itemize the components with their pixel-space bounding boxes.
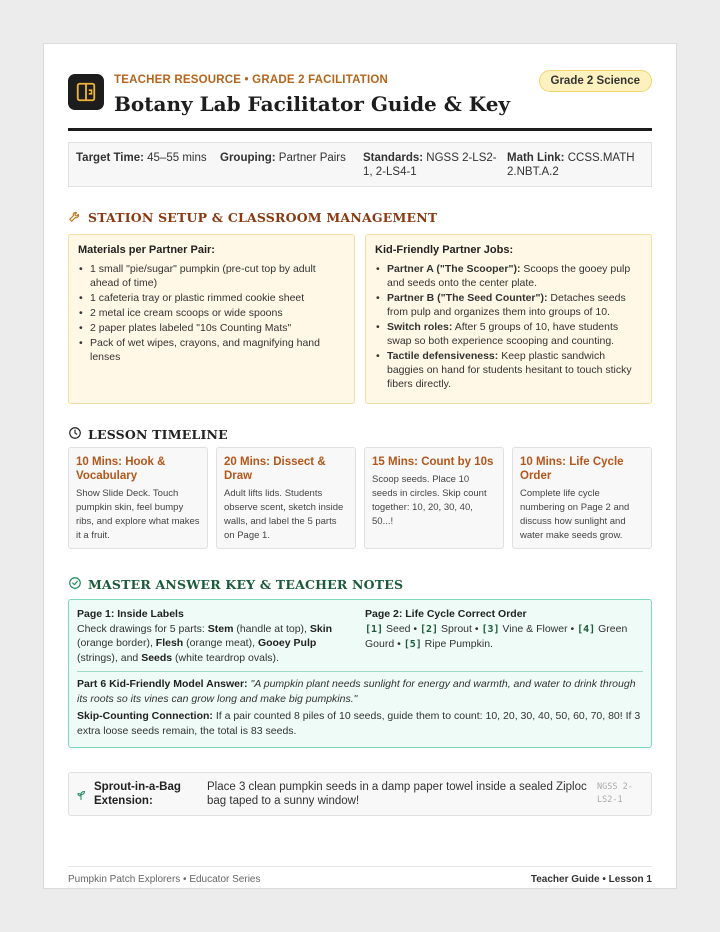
- list-item: • 1 cafeteria tray or plastic rimmed cookie sheet: [78, 291, 345, 305]
- book-icon: [68, 74, 104, 110]
- model-answer: Part 6 Kid-Friendly Model Answer: "A pumpkin plant needs sunlight for energy and warmth, and water to drink through its roots so its vines can grow long and make big pumpkins.": [77, 678, 636, 705]
- timeline-step: 15 Mins: Count by 10s Scoop seeds. Place 10 seeds in circles. Skip count together: 10, 20, 30, 40, 50...!: [364, 447, 504, 549]
- header-rule: [68, 128, 652, 131]
- list-item: • Pack of wet wipes, crayons, and magnifying hand lenses: [78, 336, 345, 364]
- setup-heading: STATION SETUP & CLASSROOM MANAGEMENT: [68, 209, 437, 226]
- eyebrow-label: TEACHER RESOURCE • GRADE 2 FACILITATION: [114, 74, 388, 86]
- timeline-step: 10 Mins: Life Cycle Order Complete life cycle numbering on Page 2 and discuss how sunlight and water make seeds grow.: [512, 447, 652, 549]
- page-title: Botany Lab Facilitator Guide & Key: [114, 92, 511, 116]
- jobs-list: [375, 262, 642, 391]
- lesson-meta: [68, 142, 652, 187]
- check-circle-icon: [68, 576, 82, 593]
- jobs-title: Kid-Friendly Partner Jobs:: [375, 244, 514, 256]
- meta-target-time: Target Time: 45–55 mins: [76, 152, 207, 164]
- timeline-step: 10 Mins: Hook & Vocabulary Show Slide Deck. Touch pumpkin skin, feel bumpy ribs, and explore what makes it a fruit.: [68, 447, 208, 549]
- meta-math-link: Math Link: CCSS.MATH 2.NBT.A.2: [507, 152, 635, 178]
- clock-icon: [68, 426, 82, 443]
- extension-box: [68, 772, 652, 816]
- list-item: • Partner B ("The Seed Counter"): Detaches seeds from pulp and organizes them into groups of 10.: [375, 291, 642, 319]
- meta-grouping: Grouping: Partner Pairs: [220, 152, 346, 164]
- grade-badge: Grade 2 Science: [539, 70, 653, 92]
- list-item: • 1 small "pie/sugar" pumpkin (pre-cut top by adult ahead of time): [78, 262, 345, 290]
- wrench-icon: [68, 209, 82, 226]
- answer-key-heading: MASTER ANSWER KEY & TEACHER NOTES: [68, 576, 403, 593]
- page2-answers: Page 2: Life Cycle Correct Order [1] Seed • [2] Sprout • [3] Vine & Flower • [4] Green Gourd • [5] Ripe Pumpkin.: [365, 608, 628, 650]
- materials-title: Materials per Partner Pair:: [78, 244, 215, 256]
- meta-standards: Standards: NGSS 2-LS2-1, 2-LS4-1: [363, 152, 497, 178]
- extension-title: Sprout-in-a-Bag Extension:: [94, 781, 181, 807]
- page-footer: [68, 866, 652, 885]
- materials-card: [68, 234, 355, 404]
- list-item: • Tactile defensiveness: Keep plastic sandwich baggies on hand for students hesitant to touch sticky fibers directly.: [375, 349, 642, 391]
- list-item: • Partner A ("The Scooper"): Scoops the gooey pulp and seeds onto the center plate.: [375, 262, 642, 290]
- materials-list: [78, 262, 345, 364]
- extension-standard-code: NGSS 2-LS2-1: [597, 782, 633, 805]
- footer-lesson: Teacher Guide • Lesson 1: [530, 874, 652, 885]
- sprout-icon: [75, 788, 87, 806]
- list-item: • 2 metal ice cream scoops or wide spoons: [78, 306, 345, 320]
- extension-text: Place 3 clean pumpkin seeds in a damp paper towel inside a sealed Ziploc bag taped to a sunny window!: [207, 781, 587, 807]
- key-divider: [77, 671, 643, 672]
- skip-counting-note: Skip-Counting Connection: If a pair counted 8 piles of 10 seeds, guide them to count: 10, 20, 30, 40, 50, 60, 70, 80! If 3 extra loose seeds remain, the total is 83 seeds.: [77, 710, 641, 737]
- timeline-step: 20 Mins: Dissect & Draw Adult lifts lids. Students observe scent, sketch inside walls, and label the 5 parts on Page 1.: [216, 447, 356, 549]
- page1-answers: Page 1: Inside Labels Check drawings for 5 parts: Stem (handle at top), Skin (orange border), Flesh (orange meat), Gooey Pulp (strings), and Seeds (white teardrop ovals).: [77, 608, 333, 664]
- footer-series: Pumpkin Patch Explorers • Educator Series: [68, 874, 261, 885]
- page-content: [68, 68, 652, 885]
- list-item: • Switch roles: After 5 groups of 10, have students swap so both experience scooping and counting.: [375, 320, 642, 348]
- answer-key-box: [68, 599, 652, 748]
- page-header: [68, 68, 652, 128]
- timeline-heading: LESSON TIMELINE: [68, 426, 228, 443]
- list-item: • 2 paper plates labeled "10s Counting Mats": [78, 321, 345, 335]
- guide-page: [43, 43, 677, 889]
- partner-jobs-card: [365, 234, 652, 404]
